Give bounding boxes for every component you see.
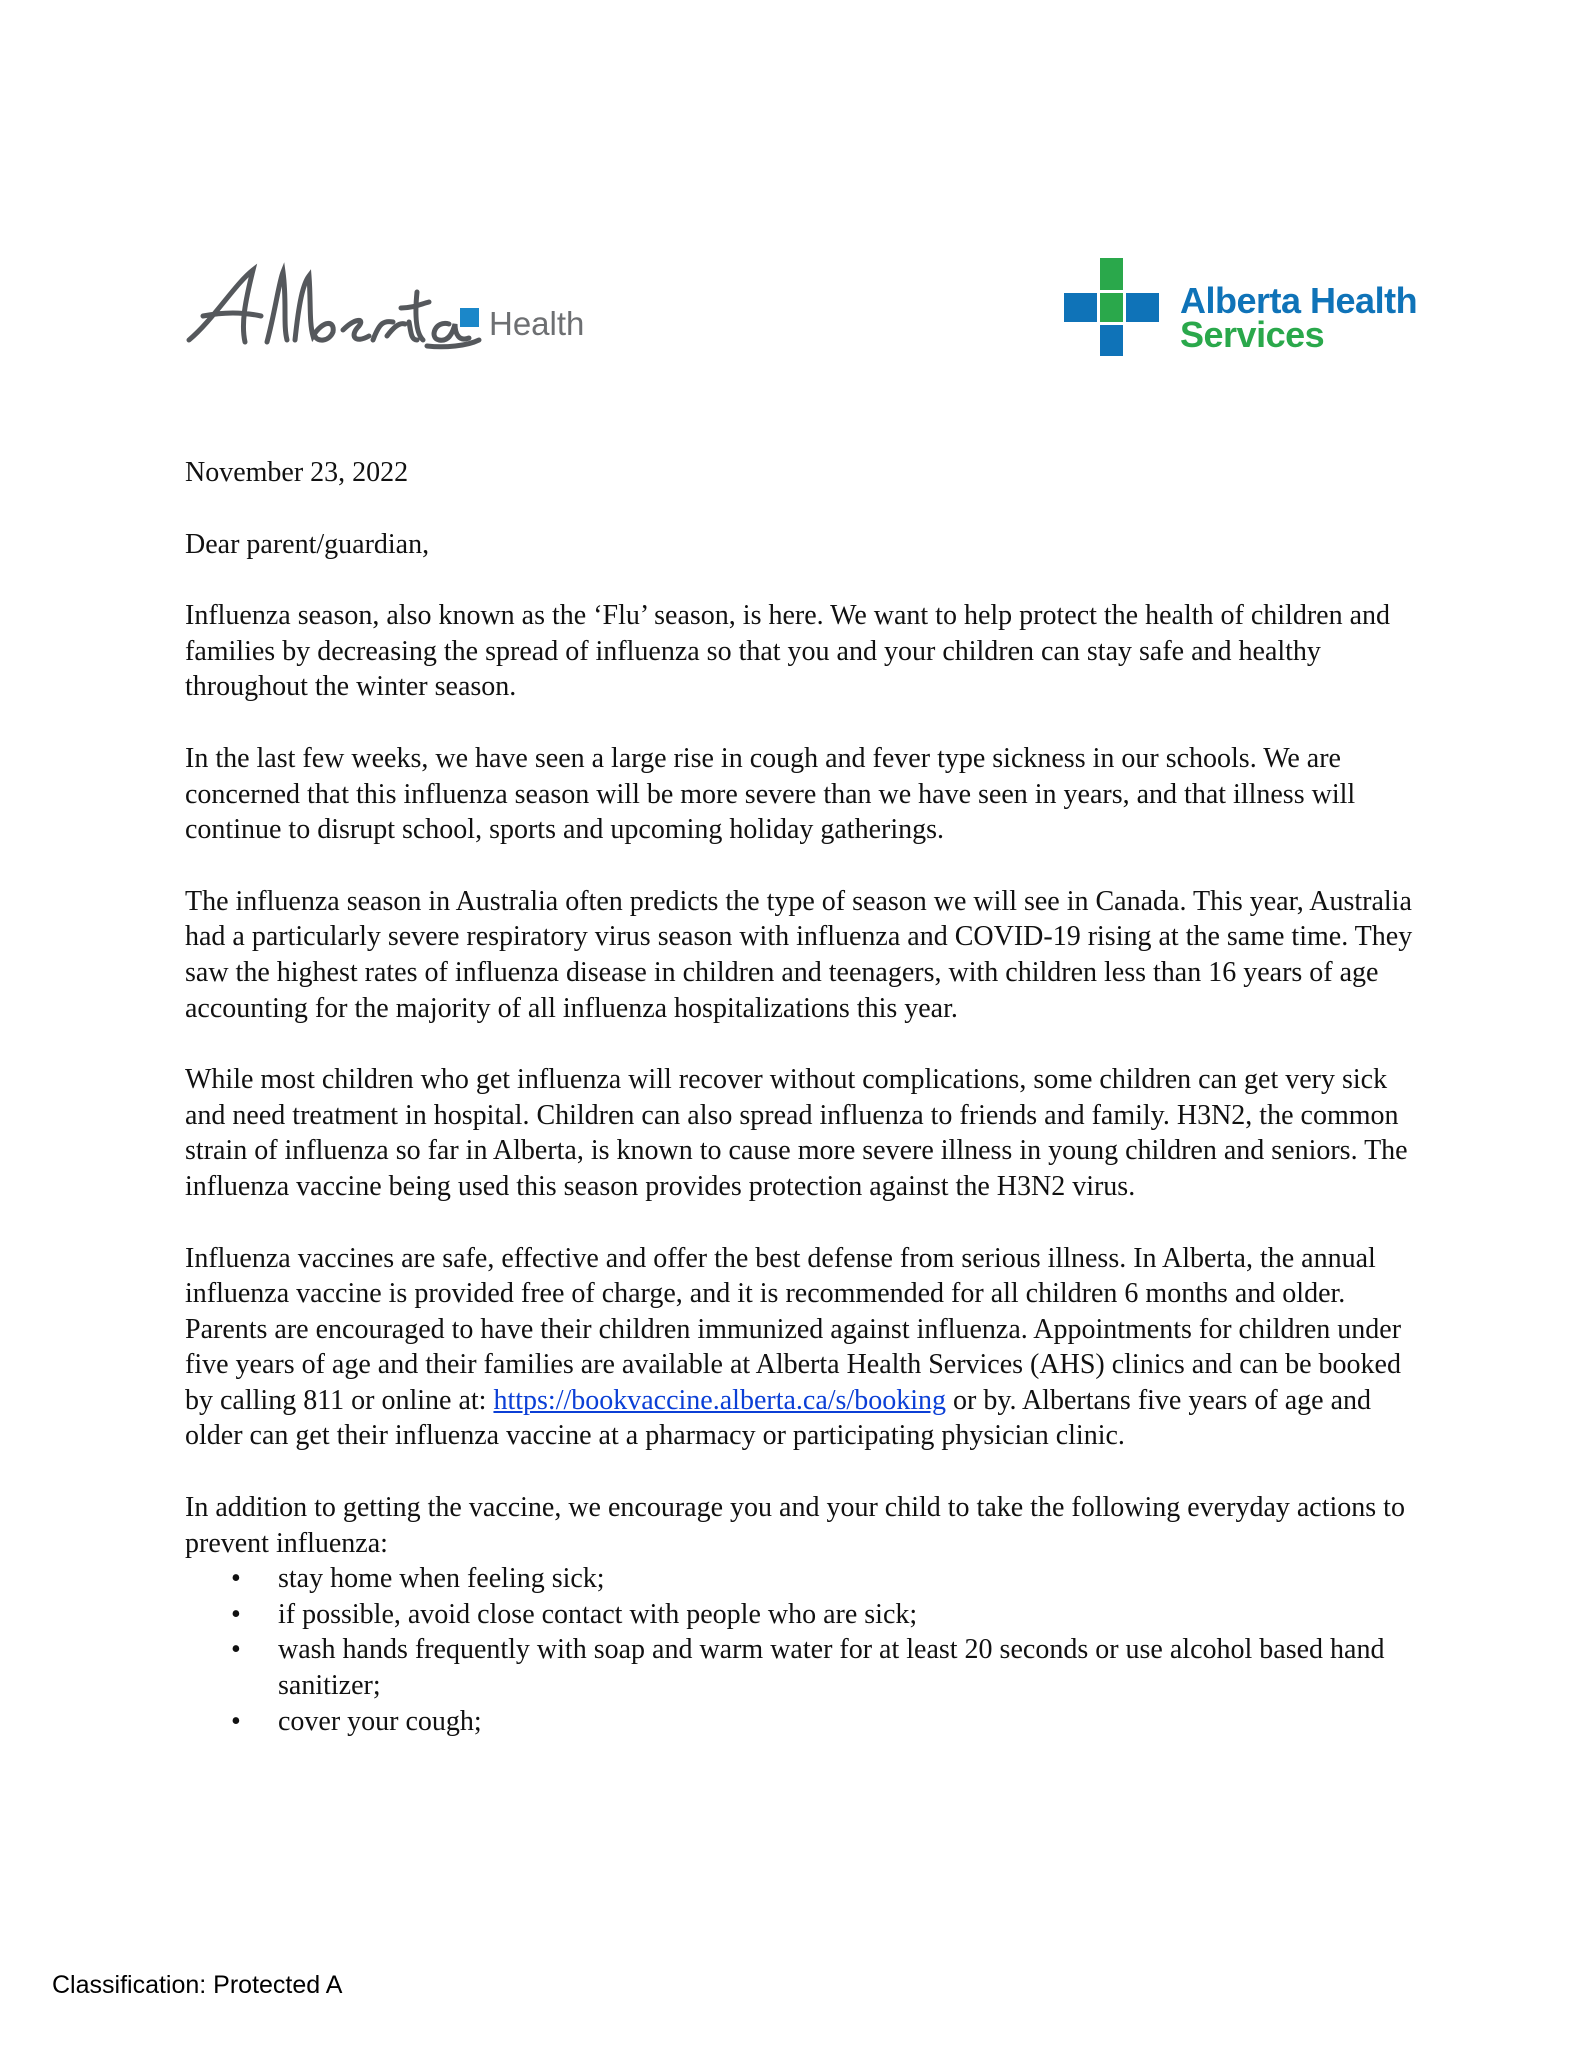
paragraph-australia: The influenza season in Australia often predicts the type of season we will see in Canada. This year, Australia had a particularly severe respiratory virus season with influenza and COVID-19 rising at the same time. They saw the highest rates of influenza disease in children and teenagers, with children less than 16 years of age accounting for the majority of all influenza hospitalizations this year. — [185, 885, 1413, 1024]
paragraph-h3n2: While most children who get influenza will recover without complications, some children can get very sick and need treatment in hospital. Children can also spread influenza to friends and family. H3N2, the common strain of influenza so far in Alberta, is known to cause more severe illness in young children and seniors. The influenza vaccine being used this season provides protection against the H3N2 virus. — [185, 1064, 1408, 1202]
list-item-text: wash hands frequently with soap and warm water for at least 20 seconds or use alcohol based hand sanitizer; — [278, 1634, 1385, 1702]
paragraph-school-sickness: In the last few weeks, we have seen a large rise in cough and fever type sickness in our schools. We are concerned that this influenza season will be more severe than we have seen in years, and that illness will continue to disrupt school, sports and upcoming holiday gatherings. — [185, 742, 1356, 846]
alberta-health-subtitle: Health — [489, 305, 585, 342]
letter-body — [185, 455, 1415, 1739]
alberta-health-logo — [183, 262, 603, 354]
list-item — [185, 1704, 1415, 1740]
letter-date: November 23, 2022 — [185, 457, 409, 488]
vaccines-text-before-link: Influenza vaccines are safe, effective and offer the best defense from serious illness. In Alberta, the annual influenza vaccine is provided free of charge, and it is recommended for all children 6 months and older. Parents are encouraged to have their children immunized against influenza. Appointments for children under five years of age and their families are available at Alberta Health Services (AHS) clinics and can be booked by calling 811 or online at: — [185, 1242, 1402, 1416]
list-item-text: stay home when feeling sick; — [278, 1563, 605, 1595]
bullet-icon: • — [231, 1598, 241, 1630]
list-item — [185, 1597, 1415, 1633]
vaccines-text-after-link: or by. Albertans five years of age and older can get their influenza vaccine at a pharmacy or participating physician clinic. — [185, 1384, 1372, 1452]
bullet-icon: • — [231, 1705, 241, 1737]
ahs-cross-icon — [1062, 258, 1174, 358]
list-item-text: cover your cough; — [278, 1705, 482, 1737]
actions-intro: In addition to getting the vaccine, we encourage you and your child to take the following everyday actions to prevent influenza: — [185, 1492, 1405, 1559]
bullet-icon: • — [231, 1634, 241, 1666]
ahs-logo-line1: Alberta Health — [1180, 280, 1418, 321]
letter-salutation: Dear parent/guardian, — [185, 528, 430, 560]
booking-link[interactable]: https://bookvaccine.alberta.ca/s/booking — [493, 1384, 946, 1416]
paragraph-flu-season: Influenza season, also known as the ‘Flu’ season, is here. We want to help protect the health of children and families by decreasing the spread of influenza so that you and your children can stay safe and healthy throughout the winter season. — [185, 600, 1391, 703]
paragraph-vaccines — [185, 1241, 1415, 1455]
classification-label: Classification: Protected A — [52, 1971, 343, 1999]
alberta-wordmark-icon — [183, 262, 483, 354]
list-item — [185, 1561, 1415, 1597]
ahs-logo-line2: Services — [1180, 314, 1325, 355]
bullet-icon: • — [231, 1563, 241, 1595]
actions-list — [185, 1561, 1415, 1739]
list-item — [185, 1632, 1415, 1703]
ahs-logo — [1062, 258, 1422, 358]
list-item-text: if possible, avoid close contact with people who are sick; — [278, 1598, 918, 1630]
